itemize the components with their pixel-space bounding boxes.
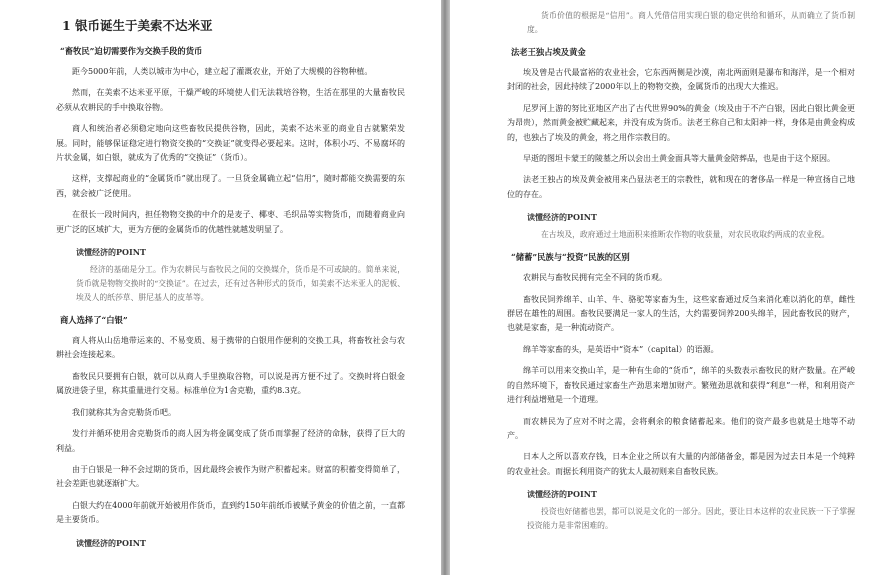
- section-heading-egypt-gold: 法老王独占埃及黄金: [511, 47, 586, 57]
- economics-point-heading: 读懂经济的POINT: [527, 212, 597, 223]
- section-heading-barter-currency: “畜牧民”迫切需要作为交换手段的货币: [60, 46, 203, 56]
- paragraph: 白银大约在4000年前就开始被用作货币，直到约150年前纸币被赋予黄金的价值之前，一直都是主要货币。: [56, 500, 405, 525]
- left-page-content: [56, 0, 405, 550]
- right-page: [450, 0, 891, 575]
- paragraph: 法老王独占的埃及黄金被用来凸显法老王的宗教性，就和现在的奢侈品一样是一种宣扬自己地位的存在。: [507, 175, 855, 199]
- paragraph: 由于白银是一种不会过期的货币，因此最终会被作为财产积蓄起来。财富的积蓄变得简单了，社会差距也就逐渐扩大。: [56, 464, 405, 489]
- economics-point-text: 货币价值的根据是“信用”。商人凭借信用实现白银的稳定供给和循环，从而确立了货币制度。: [527, 11, 855, 34]
- paragraph: 农耕民与畜牧民拥有完全不同的货币观。: [523, 273, 667, 283]
- paragraph: 早逝的图坦卡蒙王的陵墓之所以会出土黄金面具等大量黄金陪葬品，也是由于这个原因。: [523, 154, 835, 164]
- paragraph: 我们就称其为舍克勒货币吧。: [72, 407, 176, 417]
- paragraph: 而农耕民为了应对不时之需，会将剩余的粮食储蓄起来。他们的资产最多也就是土地等不动产。: [507, 416, 855, 440]
- section-heading-saving-vs-investing: “储蓄”民族与“投资”民族的区别: [511, 252, 630, 263]
- section-heading-silver: 商人选择了“白银”: [60, 315, 128, 326]
- page-gutter: [441, 0, 450, 575]
- paragraph: 埃及曾是古代最富裕的农业社会，它东西两侧是沙漠，南北两面则是瀑布和海洋，是一个相对封闭的社会，因此持续了2000年以上的物物交换，金属货币的出现大大推迟。: [507, 68, 855, 92]
- economics-point-heading: 读懂经济的POINT: [76, 537, 146, 548]
- economics-point-text: 经济的基础是分工。作为农耕民与畜牧民之间的交换媒介，货币是不可或缺的。简单来说，货币就是物物交换时的“交换证”。在过去，还有过各种形式的货币，如美索不达米亚人的泥板、埃及人的纸莎草、胼尼基人的皮革等。: [76, 265, 405, 303]
- paragraph: 日本人之所以喜欢存钱，日本企业之所以有大量的内部储备金，都是因为过去日本是一个纯粹的农业社会。而据长利用资产的犹太人最初则来自畜牧民族。: [507, 452, 855, 476]
- paragraph: 商人将从山岳地带运来的、不易变质、易于携带的白银用作便利的交换工具，将畜牧社会与农耕社会连接起来。: [56, 336, 405, 360]
- paragraph: 畜牧民饲养绵羊、山羊、牛、骆驼等家畜为生，这些家畜通过反刍来消化难以消化的草，雌性群居在雄性的周围。畜牧民要满足一家人的生活，大约需要饲养200头绵羊，因此畜牧民的财产，也就是家畜，是一种流动资产。: [507, 294, 855, 333]
- left-page: [0, 0, 441, 575]
- chapter-title: 1 银币诞生于美索不达米亚: [62, 18, 213, 33]
- paragraph: 距今5000年前，人类以城市为中心，建立起了灌溉农业，开始了大规模的谷物种植。: [72, 67, 373, 76]
- paragraph: 在很长一段时间内，担任物物交换的中介的是麦子、椰枣、毛织品等实物货币，而随着商业向更广泛的区域扩大，更为方便的金属货币的优越性就越发明显了。: [56, 210, 405, 234]
- paragraph: 然而，在美索不达米亚平原，干燥严峻的环境使人们无法栽培谷物，生活在那里的大量畜牧民必须从农耕民的手中换取谷物。: [56, 88, 405, 112]
- paragraph: 商人和统治者必须稳定地向这些畜牧民提供谷物，因此，美索不达米亚的商业自古就繁荣发展。同时，能够保证稳定进行物资交换的“交换证”就变得必要起来。这时，体积小巧、不易腐坏的片状金属，如白银，就成为了优秀的“交换证”（货币）。: [56, 124, 405, 163]
- economics-point-text: 投资也好储蓄也罢，都可以说是文化的一部分。因此，要让日本这样的农业民族一下子掌握投资能力是非常困难的。: [527, 507, 855, 531]
- economics-point-heading: 读懂经济的POINT: [76, 247, 146, 258]
- paragraph: 发行并循环使用舍克勒货币的商人因为将金属变成了货币而掌握了经济的命脉，获得了巨大的利益。: [56, 429, 405, 453]
- economics-point-heading: 读懂经济的POINT: [527, 489, 597, 500]
- paragraph: 尼罗河上游的努比亚地区产出了古代世界90%的黄金（埃及由于不产白银，因此白银比黄金更为昂贵），然而黄金被贮藏起来，并没有成为货币。法老王称自己和太阳神一样，身体是由黄金构成的，也独占了埃及的黄金，将之用作宗教目的。: [507, 103, 855, 142]
- economics-point-text: 在古埃及，政府通过土地面积来推断农作物的收获量，对农民收取约两成的农业税。: [541, 230, 830, 240]
- right-page-content: [507, 0, 855, 533]
- paragraph: 畜牧民只要拥有白银，就可以从商人手里换取谷物，可以说是再方便不过了。交换时将白银金属放进袋子里，称其重量进行交易。标准单位为1舍克勒，重约8.3克。: [56, 371, 405, 396]
- paragraph: 绵羊等家畜的头，是英语中“资本”（capital）的语源。: [523, 344, 719, 354]
- paragraph: 绵羊可以用来交换山羊，是一种有生命的“货币”，绵羊的头数表示畜牧民的财产数量。在严峻的自然环境下，畜牧民通过家畜生产劲思来增加财产。繁殖劲思就和获得“利息”一样，和利用资产进行利益增殖是一个道理。: [507, 366, 855, 405]
- paragraph: 这样，支撑起商业的“金属货币”就出现了。一旦货金属确立起“信用”，随时都能交换需要的东西，就会被广泛使用。: [56, 174, 405, 198]
